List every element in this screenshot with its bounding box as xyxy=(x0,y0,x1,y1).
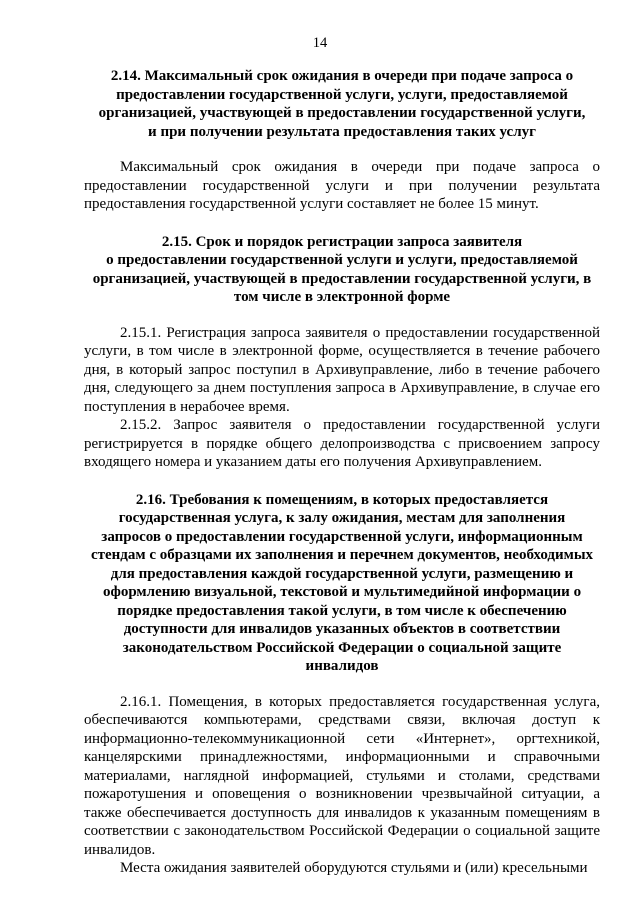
page-number: 14 xyxy=(312,35,328,51)
section-2-15-1-paragraph: 2.15.1. Регистрация запроса заявителя о предоставлении государственной услуги, в том числе в электронной форме, осуществляется в течение рабочего дня, в который запрос поступил в Архивуправление, либо в течение рабочего дня, следующего за днем поступления запроса в Архивуправление, в случае его поступления в нерабочее время. xyxy=(84,324,600,415)
heading-line: для предоставления каждой государственной услуги, размещению и xyxy=(110,565,574,582)
section-2-14-paragraph: Максимальный срок ожидания в очереди при подаче запроса о предоставлении государственной услуги и при получении результата предоставления государственной услуги составляет не более 15 минут. xyxy=(84,159,600,212)
heading-line: 2.16. Требования к помещениям, в которых предоставляется xyxy=(135,491,549,508)
heading-line: инвалидов xyxy=(305,658,379,674)
heading-line: о предоставлении государственной услуги и услуги, предоставляемой xyxy=(106,252,578,268)
section-2-15-heading xyxy=(84,233,600,307)
heading-line: оформлению визуальной, текстовой и мультимедийной информации о xyxy=(102,584,582,600)
section-2-14-heading xyxy=(84,67,600,141)
heading-line: том числе в электронной форме xyxy=(233,289,451,305)
heading-line: 2.14. Максимальный срок ожидания в очереди при подаче запроса о xyxy=(110,68,574,84)
heading-line: предоставлении государственной услуги, услуги, предоставляемой xyxy=(116,86,568,103)
section-2-16-waiting-areas-paragraph: Места ожидания заявителей оборудуются стульями и (или) кресельными xyxy=(120,860,588,876)
section-2-15-2-paragraph: 2.15.2. Запрос заявителя о предоставлении государственной услуги регистрируется в порядке общего делопроизводства с присвоением запросу входящего номера и указанием даты его получения Архивуправлением. xyxy=(84,417,600,470)
heading-line: стендам с образцами их заполнения и перечнем документов, необходимых xyxy=(90,547,594,563)
section-2-16-1-paragraph: 2.16.1. Помещения, в которых предоставляется государственная услуга, обеспечиваются компьютерами, средствами связи, включая доступ к информационно-телекоммуникационной сети «Интернет», оргтехникой, канцелярскими принадлежностями, информационными и справочными материалами, наглядной информацией, стульями и столами, средствами пожаротушения и оповещения о возникновении чрезвычайной ситуации, а также обеспечивается доступность для инвалидов к указанным помещениям в соответствии с законодательством Российской Федерации о социальной защите инвалидов. xyxy=(84,693,600,858)
heading-line: организацией, участвующей в предоставлении государственной услуги, в xyxy=(92,270,592,287)
heading-line: доступности для инвалидов указанных объектов в соответствии xyxy=(123,621,561,637)
heading-line: государственная услуга, к залу ожидания, местам для заполнения xyxy=(118,510,566,526)
heading-line: организацией, участвующей в предоставлении государственной услуги, xyxy=(98,105,586,121)
document-body xyxy=(84,67,600,878)
heading-line: и при получении результата предоставления таких услуг xyxy=(148,123,536,140)
heading-line: 2.15. Срок и порядок регистрации запроса заявителя xyxy=(161,233,523,250)
heading-line: законодательством Российской Федерации о социальной защите xyxy=(122,639,562,656)
heading-line: запросов о предоставлении государственной услуги, информационным xyxy=(101,528,583,545)
heading-line: порядке предоставления такой услуги, в том числе к обеспечению xyxy=(117,602,567,619)
section-2-16-heading xyxy=(84,491,600,676)
